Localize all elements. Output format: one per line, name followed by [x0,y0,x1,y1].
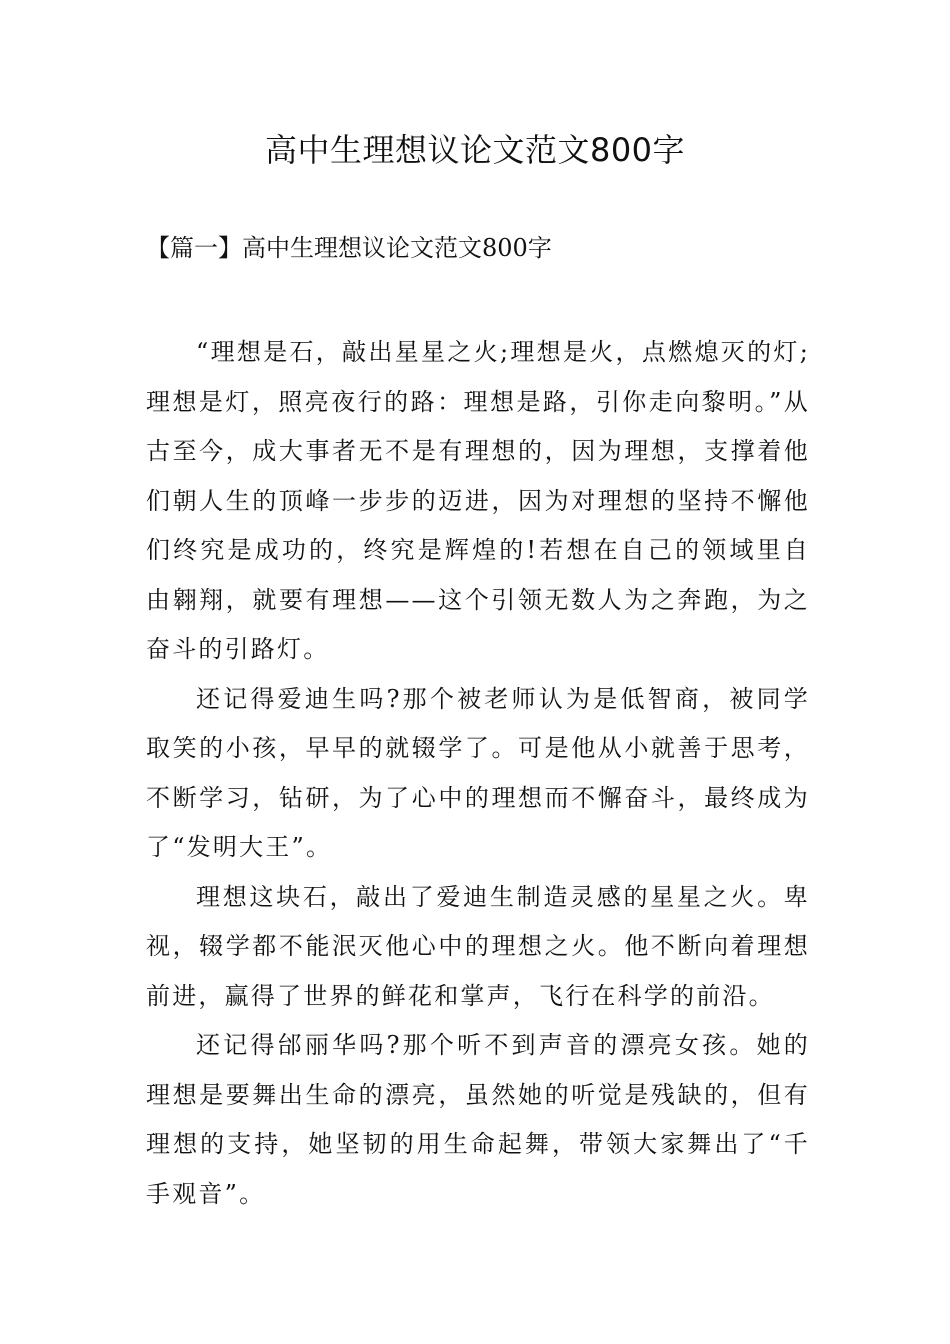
paragraph: 还记得邰丽华吗?那个听不到声音的漂亮女孩。她的理想是要舞出生命的漂亮，虽然她的听觉是残缺的，但有理想的支持，她坚韧的用生命起舞，带领大家舞出了“千手观音”。 [146,1031,810,1208]
article-body [146,328,810,1219]
paragraph: 理想这块石，敲出了爱迪生制造灵感的星星之火。卑视，辍学都不能泯灭他心中的理想之火。他不断向着理想前进，赢得了世界的鲜花和掌声，飞行在科学的前沿。 [146,882,810,1010]
section-heading: 【篇一】高中生理想议论文范文800字 [146,234,552,262]
paragraph: “理想是石，敲出星星之火;理想是火，点燃熄灭的灯;理想是灯，照亮夜行的路：理想是路，引你走向黎明。”从古至今，成大事者无不是有理想的，因为理想，支撑着他们朝人生的顶峰一步步的迈进，因为对理想的坚持不懈他们终究是成功的，终究是辉煌的!若想在自己的领域里自由翱翔，就要有理想——这个引领无数人为之奔跑，为之奋斗的引路灯。 [146,338,810,663]
paragraph: 还记得爱迪生吗?那个被老师认为是低智商，被同学取笑的小孩，早早的就辍学了。可是他从小就善于思考，不断学习，钻研，为了心中的理想而不懈奋斗，最终成为了“发明大王”。 [146,684,810,861]
document-title: 高中生理想议论文范文800字 [264,131,686,169]
